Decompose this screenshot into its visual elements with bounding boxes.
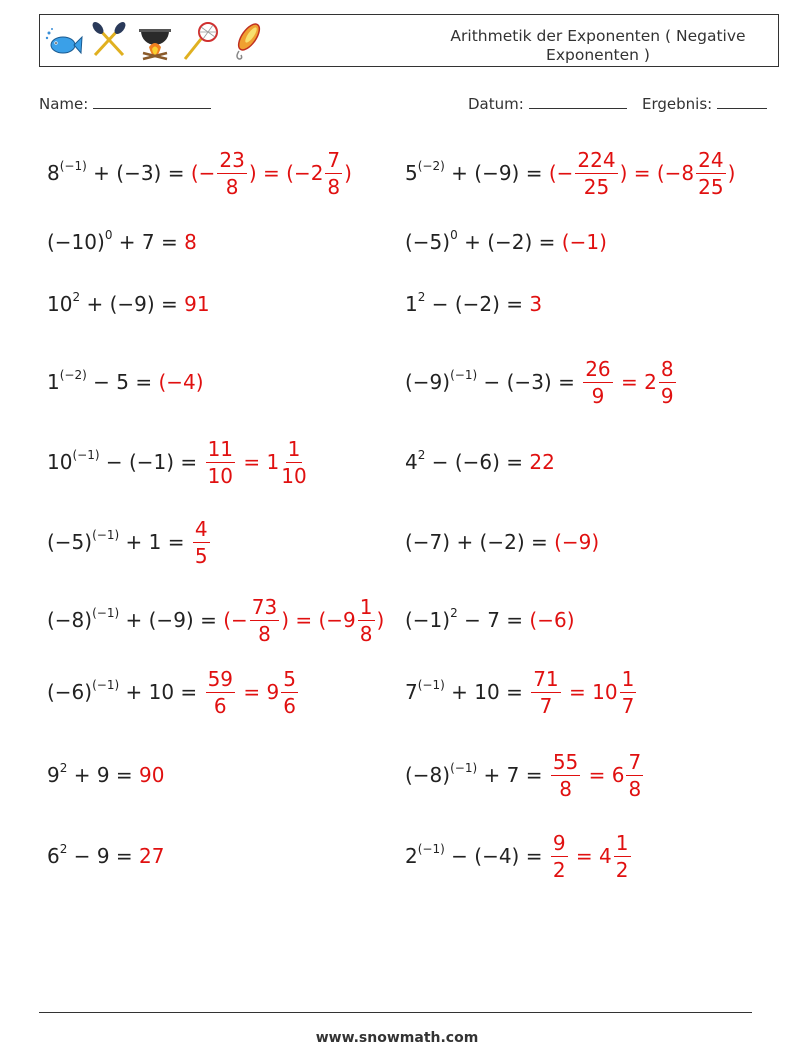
name-blank[interactable]	[93, 94, 211, 109]
fraction	[620, 666, 637, 718]
expression-base: 4	[405, 450, 418, 474]
fraction	[325, 147, 342, 199]
answer-text: (−4)	[158, 370, 204, 394]
answer	[549, 830, 633, 882]
problem-expression	[405, 292, 529, 316]
fraction	[531, 666, 560, 718]
fraction	[551, 830, 568, 882]
exponent: 2	[450, 606, 458, 621]
fraction-denominator: 7	[621, 693, 635, 718]
answer	[139, 763, 164, 787]
fraction-numerator: 1	[615, 830, 629, 855]
fraction	[358, 594, 375, 646]
fraction	[281, 666, 298, 718]
fraction-denominator: 8	[559, 776, 572, 801]
answer	[581, 356, 677, 408]
problem-expression	[405, 370, 581, 394]
expression-rest: − (−2) =	[425, 292, 530, 316]
expression-base: (−9)	[405, 370, 451, 394]
fraction	[217, 147, 246, 199]
expression-base: 1	[405, 292, 418, 316]
fraction-numerator: 23	[219, 147, 245, 172]
fraction-numerator: 8	[660, 356, 674, 381]
expression-rest: + 7 =	[477, 763, 549, 787]
fish-icon	[43, 21, 83, 61]
expression-base: (−1)	[405, 608, 451, 632]
answer-text: ) = (−9	[281, 608, 356, 632]
problem-item	[405, 826, 633, 886]
fraction-denominator: 5	[194, 543, 208, 568]
fraction	[696, 147, 725, 199]
answer-text: )	[727, 161, 736, 185]
problem-expression	[47, 370, 158, 394]
fraction-denominator: 8	[225, 174, 239, 199]
expression-base: 10	[47, 450, 73, 474]
expression-base: (−6)	[47, 680, 93, 704]
fraction	[659, 356, 676, 408]
result-blank[interactable]	[717, 94, 767, 109]
name-field[interactable]	[39, 94, 211, 113]
answer	[549, 749, 645, 801]
expression-base: 6	[47, 844, 60, 868]
problem-item	[405, 274, 542, 334]
expression-base: 10	[47, 292, 73, 316]
fraction-denominator: 8	[628, 776, 642, 801]
expression-rest: + 10 =	[119, 680, 204, 704]
expression-rest: − (−1) =	[99, 450, 204, 474]
answer	[529, 292, 542, 316]
fraction-numerator: 11	[207, 436, 234, 461]
fraction-numerator: 26	[585, 356, 611, 381]
expression-rest: + 7 =	[112, 230, 185, 254]
exponent: (−1)	[450, 761, 478, 776]
fraction-numerator: 24	[698, 147, 724, 172]
expression-base: 7	[405, 680, 418, 704]
fraction-numerator: 7	[327, 147, 341, 172]
problem-expression	[405, 530, 554, 554]
fraction-numerator: 224	[577, 147, 616, 172]
problem-item	[47, 826, 165, 886]
expression-rest: + (−9) =	[80, 292, 185, 316]
problem-expression	[47, 161, 191, 185]
exponent: (−2)	[59, 368, 87, 383]
fraction	[281, 436, 307, 488]
exponent: (−2)	[417, 159, 445, 174]
expression-base: 5	[405, 161, 418, 185]
exponent: 0	[104, 228, 113, 243]
expression-rest: + (−2) =	[457, 230, 562, 254]
problem-item	[47, 590, 384, 650]
problem-expression	[405, 763, 549, 787]
footer-site: www.snowmath.com	[315, 1030, 479, 1046]
exponent: (−1)	[92, 606, 120, 621]
answer	[529, 608, 574, 632]
problem-expression	[47, 292, 184, 316]
exponent: (−1)	[59, 159, 87, 174]
fraction	[206, 436, 235, 488]
fraction-denominator: 6	[283, 693, 296, 718]
expression-rest: + (−9) =	[119, 608, 224, 632]
problem-item	[47, 432, 309, 492]
problem-item	[47, 352, 204, 412]
exponent: (−1)	[92, 528, 120, 543]
answer-text: (−	[190, 161, 216, 185]
answer	[184, 230, 197, 254]
answer-text: )	[376, 608, 385, 632]
fraction-denominator: 8	[327, 174, 341, 199]
fraction	[206, 666, 235, 718]
problem-expression	[47, 230, 184, 254]
answer-text: 91	[184, 292, 210, 316]
problem-item	[405, 662, 638, 722]
fraction-numerator: 71	[533, 666, 559, 691]
fraction-numerator: 5	[283, 666, 296, 691]
title-line-1: Arithmetik der Exponenten ( Negative	[450, 27, 746, 45]
answer	[191, 516, 212, 568]
fraction-denominator: 2	[615, 857, 629, 882]
expression-base: (−8)	[405, 763, 451, 787]
fraction-denominator: 9	[660, 383, 674, 408]
problem-expression	[47, 763, 139, 787]
problem-item	[405, 432, 555, 492]
fraction-denominator: 8	[258, 621, 271, 646]
answer	[529, 450, 554, 474]
answer	[554, 530, 599, 554]
exponent: 2	[417, 448, 426, 463]
problem-expression	[405, 608, 529, 632]
fraction-denominator: 25	[698, 174, 724, 199]
fraction-numerator: 4	[194, 516, 208, 541]
answer	[548, 147, 736, 199]
exponent: (−1)	[417, 842, 445, 857]
answer-text: ) = (−8	[619, 161, 695, 185]
expression-base: 8	[47, 161, 60, 185]
answer	[190, 147, 352, 199]
fraction	[614, 830, 631, 882]
answer-text: 22	[529, 450, 555, 474]
exponent: (−1)	[92, 678, 120, 693]
expression-base: (−5)	[47, 530, 93, 554]
problem-expression	[405, 161, 549, 185]
problem-expression	[47, 450, 204, 474]
problem-item	[47, 662, 300, 722]
answer-text: = 10	[562, 680, 618, 704]
answer-text: (−9)	[554, 530, 600, 554]
problem-item	[405, 352, 678, 412]
answer-text: (−1)	[561, 230, 607, 254]
footer-divider	[39, 1012, 752, 1013]
fraction	[575, 147, 617, 199]
expression-base: (−7) + (−2) =	[405, 530, 555, 554]
problem-expression	[47, 530, 191, 554]
problem-item	[47, 512, 212, 572]
problem-expression	[405, 450, 529, 474]
exponent: 2	[72, 290, 81, 305]
fraction-denominator: 9	[591, 383, 605, 408]
title-line-2: Exponenten )	[546, 46, 650, 64]
problem-item	[47, 745, 165, 805]
fraction-denominator: 10	[281, 463, 307, 488]
page-title	[420, 27, 776, 65]
problem-expression	[405, 844, 549, 868]
problem-item	[405, 590, 575, 650]
answer-text: = 4	[569, 844, 612, 868]
exponent: (−1)	[417, 678, 445, 693]
expression-rest: − 7 =	[457, 608, 530, 632]
answer-text: = 1	[237, 450, 280, 474]
problem-item	[405, 512, 599, 572]
fraction-denominator: 7	[539, 693, 553, 718]
fraction-numerator: 7	[628, 749, 642, 774]
fraction-numerator: 1	[359, 594, 373, 619]
fraction-denominator: 6	[213, 693, 227, 718]
exponent: 2	[59, 842, 68, 857]
date-label: Datum:	[468, 95, 524, 113]
exponent: (−1)	[72, 448, 100, 463]
result-field[interactable]	[642, 94, 767, 113]
problem-item	[47, 274, 210, 334]
expression-base: 1	[47, 370, 60, 394]
expression-rest: + 10 =	[444, 680, 530, 704]
crossed-paddles-icon	[89, 21, 129, 61]
answer	[139, 844, 164, 868]
answer-text: ) = (−2	[248, 161, 324, 185]
expression-base: (−10)	[47, 230, 105, 254]
answer	[158, 370, 203, 394]
problem-item	[405, 212, 607, 272]
fraction-numerator: 55	[552, 749, 579, 774]
expression-base: (−5)	[405, 230, 451, 254]
campfire-pot-icon	[135, 21, 175, 61]
fraction-numerator: 1	[621, 666, 635, 691]
answer	[184, 292, 209, 316]
expression-rest: + 9 =	[67, 763, 140, 787]
expression-rest: − 5 =	[86, 370, 159, 394]
expression-base: 2	[405, 844, 418, 868]
answer-text: 8	[184, 230, 197, 254]
problem-expression	[405, 680, 529, 704]
fraction	[551, 749, 580, 801]
expression-rest: + 1 =	[119, 530, 191, 554]
problem-item	[47, 143, 352, 203]
expression-rest: + (−3) =	[86, 161, 191, 185]
fraction-numerator: 59	[207, 666, 234, 691]
fraction-numerator: 73	[251, 594, 278, 619]
problem-item	[405, 143, 735, 203]
result-label: Ergebnis:	[642, 95, 713, 113]
answer-text: 27	[139, 844, 165, 868]
problem-expression	[405, 230, 562, 254]
expression-rest: − (−3) =	[477, 370, 582, 394]
answer-text: (−	[548, 161, 574, 185]
answer-text: = 6	[582, 763, 625, 787]
problem-expression	[47, 844, 139, 868]
problem-expression	[47, 680, 204, 704]
answer	[529, 666, 638, 718]
exponent: 0	[450, 228, 458, 243]
expression-rest: − (−4) =	[444, 844, 549, 868]
fraction-denominator: 10	[207, 463, 234, 488]
expression-rest: + (−9) =	[444, 161, 549, 185]
fraction-denominator: 8	[359, 621, 373, 646]
fraction-denominator: 25	[583, 174, 610, 199]
answer-text: 3	[529, 292, 543, 316]
expression-rest: − 9 =	[67, 844, 140, 868]
fraction	[193, 516, 210, 568]
fraction-numerator: 1	[287, 436, 301, 461]
worksheet-header	[39, 14, 779, 67]
answer-text: = 9	[237, 680, 280, 704]
fraction	[250, 594, 279, 646]
answer-text: = 2	[614, 370, 657, 394]
answer-text: (−6)	[529, 608, 575, 632]
fraction	[626, 749, 643, 801]
problem-expression	[47, 608, 223, 632]
fishing-lure-icon	[227, 21, 267, 61]
expression-rest: − (−6) =	[425, 450, 530, 474]
answer	[223, 594, 385, 646]
exponent: 2	[417, 290, 426, 305]
exponent: 2	[59, 761, 68, 776]
answer	[562, 230, 607, 254]
fraction-denominator: 2	[552, 857, 566, 882]
answer	[204, 436, 309, 488]
fraction-numerator: 9	[552, 830, 566, 855]
date-field[interactable]	[468, 94, 627, 113]
fraction	[583, 356, 612, 408]
answer-text: (−	[223, 608, 248, 632]
date-blank[interactable]	[529, 94, 627, 109]
answer-text: 90	[139, 763, 165, 787]
expression-base: 9	[47, 763, 60, 787]
problem-item	[47, 212, 197, 272]
name-label: Name:	[39, 95, 89, 113]
answer-text: )	[344, 161, 352, 185]
expression-base: (−8)	[47, 608, 93, 632]
exponent: (−1)	[450, 368, 478, 383]
problem-item	[405, 745, 645, 805]
fishing-net-icon	[181, 21, 221, 61]
answer	[204, 666, 300, 718]
